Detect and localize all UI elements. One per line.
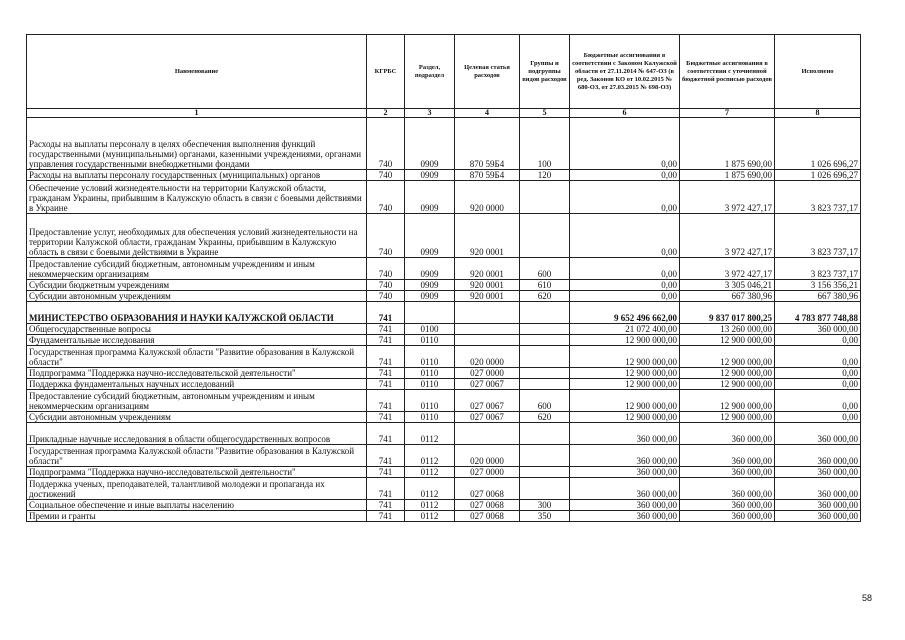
cell-law: 0,00	[570, 214, 680, 258]
cell-refined: 3 972 427,17	[680, 258, 775, 280]
cell-razdel: 0112	[405, 445, 455, 467]
table-row	[27, 258, 861, 280]
cell-law: 12 900 000,00	[570, 368, 680, 379]
header-kgrbs: КГРБС	[367, 35, 405, 109]
cell-csr: 027 0067	[455, 379, 520, 390]
cell-law: 12 900 000,00	[570, 390, 680, 412]
cell-name: Общегосударственные вопросы	[27, 324, 367, 335]
cell-refined: 9 837 017 800,25	[680, 302, 775, 324]
cell-name: Предоставление субсидий бюджетным, автономным учреждениям и иным некоммерческим организациям	[27, 258, 367, 280]
cell-csr: 027 0068	[455, 500, 520, 511]
header-executed: Исполнено	[775, 35, 861, 109]
table-row	[27, 412, 861, 423]
cell-csr: 920 0000	[455, 181, 520, 214]
cell-refined: 12 900 000,00	[680, 335, 775, 346]
cell-razdel: 0909	[405, 291, 455, 302]
cell-kgrbs: 741	[367, 412, 405, 423]
cell-law: 360 000,00	[570, 445, 680, 467]
cell-kgrbs: 741	[367, 346, 405, 368]
cell-vr	[520, 324, 570, 335]
cell-executed: 0,00	[775, 379, 861, 390]
col-number: 5	[520, 109, 570, 118]
cell-law: 0,00	[570, 118, 680, 170]
cell-refined: 360 000,00	[680, 467, 775, 478]
cell-name: Государственная программа Калужской области "Развитие образования в Калужской области"	[27, 445, 367, 467]
cell-kgrbs: 741	[367, 379, 405, 390]
cell-kgrbs: 740	[367, 118, 405, 170]
cell-law: 0,00	[570, 170, 680, 181]
cell-refined: 360 000,00	[680, 500, 775, 511]
cell-csr: 020 0000	[455, 346, 520, 368]
table-row	[27, 170, 861, 181]
cell-razdel: 0112	[405, 423, 455, 445]
table-row	[27, 467, 861, 478]
page-number: 58	[862, 593, 873, 603]
cell-razdel: 0909	[405, 170, 455, 181]
cell-law: 12 900 000,00	[570, 412, 680, 423]
cell-executed: 1 026 696,27	[775, 118, 861, 170]
cell-razdel: 0110	[405, 346, 455, 368]
cell-csr: 920 0001	[455, 258, 520, 280]
cell-executed: 360 000,00	[775, 467, 861, 478]
cell-executed: 3 156 356,21	[775, 280, 861, 291]
cell-executed: 0,00	[775, 335, 861, 346]
cell-razdel: 0909	[405, 214, 455, 258]
cell-law: 0,00	[570, 181, 680, 214]
cell-vr	[520, 368, 570, 379]
cell-csr	[455, 302, 520, 324]
cell-refined: 3 305 046,21	[680, 280, 775, 291]
cell-csr: 920 0001	[455, 291, 520, 302]
header-assign-refined: Бюджетные ассигнования в соответствии с уточненной бюджетной росписью расходов	[680, 35, 775, 109]
cell-executed: 360 000,00	[775, 445, 861, 467]
cell-name: Расходы на выплаты персоналу в целях обеспечения выполнения функций государственными (муниципальными) органами, казенными учреждениями, органами управления государственными внебюджетными фондами	[27, 118, 367, 170]
cell-razdel: 0110	[405, 412, 455, 423]
cell-kgrbs: 740	[367, 280, 405, 291]
cell-refined: 1 875 690,00	[680, 118, 775, 170]
cell-kgrbs: 741	[367, 511, 405, 522]
table-row	[27, 324, 861, 335]
cell-name: МИНИСТЕРСТВО ОБРАЗОВАНИЯ И НАУКИ КАЛУЖСКОЙ ОБЛАСТИ	[27, 302, 367, 324]
cell-csr: 870 59Б4	[455, 170, 520, 181]
cell-executed: 360 000,00	[775, 324, 861, 335]
cell-razdel: 0110	[405, 368, 455, 379]
cell-name: Расходы на выплаты персоналу государственных (муниципальных) органов	[27, 170, 367, 181]
header-assign-law: Бюджетные ассигнования в соответствии с Законом Калужской области от 27.11.2014 № 647-ОЗ (в ред. Законов КО от 10.02.2015 № 680-ОЗ, от 27.03.2015 № 698-ОЗ)	[570, 35, 680, 109]
cell-razdel: 0909	[405, 118, 455, 170]
cell-kgrbs: 741	[367, 335, 405, 346]
cell-executed: 667 380,96	[775, 291, 861, 302]
cell-vr: 610	[520, 280, 570, 291]
cell-csr: 027 0068	[455, 511, 520, 522]
cell-law: 12 900 000,00	[570, 335, 680, 346]
cell-vr: 100	[520, 118, 570, 170]
col-number: 2	[367, 109, 405, 118]
cell-executed: 3 823 737,17	[775, 181, 861, 214]
cell-razdel: 0909	[405, 181, 455, 214]
cell-executed: 0,00	[775, 390, 861, 412]
cell-name: Обеспечение условий жизнедеятельности на территории Калужской области, гражданам Украины, прибывшим в Калужскую область в связи с боевыми действиями в Украине	[27, 181, 367, 214]
cell-razdel: 0112	[405, 511, 455, 522]
cell-csr: 027 0000	[455, 368, 520, 379]
cell-kgrbs: 741	[367, 478, 405, 500]
cell-refined: 667 380,96	[680, 291, 775, 302]
cell-csr: 027 0067	[455, 412, 520, 423]
cell-vr: 350	[520, 511, 570, 522]
cell-name: Субсидии автономным учреждениям	[27, 291, 367, 302]
cell-law: 9 652 496 662,00	[570, 302, 680, 324]
cell-executed: 360 000,00	[775, 511, 861, 522]
cell-razdel: 0909	[405, 258, 455, 280]
table-row	[27, 500, 861, 511]
cell-kgrbs: 740	[367, 170, 405, 181]
cell-kgrbs: 741	[367, 390, 405, 412]
table-row	[27, 379, 861, 390]
cell-name: Фундаментальные исследования	[27, 335, 367, 346]
cell-csr: 920 0001	[455, 280, 520, 291]
cell-vr: 620	[520, 291, 570, 302]
cell-vr	[520, 467, 570, 478]
table-row	[27, 335, 861, 346]
cell-refined: 12 900 000,00	[680, 412, 775, 423]
table-row	[27, 181, 861, 214]
table-row	[27, 118, 861, 170]
cell-law: 12 900 000,00	[570, 346, 680, 368]
cell-razdel: 0112	[405, 478, 455, 500]
cell-refined: 12 900 000,00	[680, 346, 775, 368]
header-row	[27, 35, 861, 109]
cell-refined: 1 875 690,00	[680, 170, 775, 181]
cell-law: 360 000,00	[570, 511, 680, 522]
cell-vr	[520, 423, 570, 445]
cell-kgrbs: 740	[367, 181, 405, 214]
cell-razdel: 0110	[405, 335, 455, 346]
header-name: Наименование	[27, 35, 367, 109]
cell-executed: 360 000,00	[775, 478, 861, 500]
cell-csr: 027 0000	[455, 467, 520, 478]
col-number: 8	[775, 109, 861, 118]
cell-executed: 0,00	[775, 368, 861, 379]
cell-name: Субсидии автономным учреждениям	[27, 412, 367, 423]
cell-name: Подпрограмма "Поддержка научно-исследовательской деятельности"	[27, 467, 367, 478]
cell-refined: 3 972 427,17	[680, 214, 775, 258]
cell-csr	[455, 423, 520, 445]
cell-kgrbs: 741	[367, 368, 405, 379]
cell-vr	[520, 379, 570, 390]
cell-law: 360 000,00	[570, 478, 680, 500]
cell-csr	[455, 335, 520, 346]
cell-law: 0,00	[570, 280, 680, 291]
table-row	[27, 302, 861, 324]
budget-table	[26, 34, 861, 522]
cell-refined: 360 000,00	[680, 423, 775, 445]
cell-name: Премии и гранты	[27, 511, 367, 522]
cell-kgrbs: 740	[367, 291, 405, 302]
cell-vr: 620	[520, 412, 570, 423]
cell-kgrbs: 741	[367, 302, 405, 324]
col-number: 3	[405, 109, 455, 118]
cell-name: Подпрограмма "Поддержка научно-исследовательской деятельности"	[27, 368, 367, 379]
cell-csr: 020 0000	[455, 445, 520, 467]
cell-csr: 870 59Б4	[455, 118, 520, 170]
cell-razdel	[405, 302, 455, 324]
cell-law: 21 072 400,00	[570, 324, 680, 335]
table-row	[27, 214, 861, 258]
cell-razdel: 0909	[405, 280, 455, 291]
header-csr: Целевая статья расходов	[455, 35, 520, 109]
cell-razdel: 0112	[405, 500, 455, 511]
cell-executed: 3 823 737,17	[775, 214, 861, 258]
table-row	[27, 445, 861, 467]
cell-refined: 12 900 000,00	[680, 379, 775, 390]
cell-law: 0,00	[570, 291, 680, 302]
cell-law: 12 900 000,00	[570, 379, 680, 390]
cell-executed: 0,00	[775, 346, 861, 368]
cell-refined: 360 000,00	[680, 511, 775, 522]
col-number: 1	[27, 109, 367, 118]
cell-name: Государственная программа Калужской области "Развитие образования в Калужской области"	[27, 346, 367, 368]
cell-name: Предоставление услуг, необходимых для обеспечения условий жизнедеятельности на территории Калужской области, гражданам Украины, прибывшим в Калужскую область в связи с боевыми действиями в Украине	[27, 214, 367, 258]
cell-vr	[520, 478, 570, 500]
cell-vr	[520, 445, 570, 467]
cell-vr: 600	[520, 258, 570, 280]
cell-executed: 1 026 696,27	[775, 170, 861, 181]
cell-refined: 13 260 000,00	[680, 324, 775, 335]
cell-csr: 027 0068	[455, 478, 520, 500]
cell-refined: 3 972 427,17	[680, 181, 775, 214]
cell-vr: 600	[520, 390, 570, 412]
cell-kgrbs: 741	[367, 324, 405, 335]
col-number: 4	[455, 109, 520, 118]
cell-razdel: 0112	[405, 467, 455, 478]
col-number: 6	[570, 109, 680, 118]
cell-vr	[520, 214, 570, 258]
cell-executed: 0,00	[775, 412, 861, 423]
cell-vr: 300	[520, 500, 570, 511]
table-row	[27, 390, 861, 412]
cell-refined: 12 900 000,00	[680, 390, 775, 412]
table-row	[27, 280, 861, 291]
cell-refined: 360 000,00	[680, 478, 775, 500]
cell-razdel: 0110	[405, 379, 455, 390]
cell-kgrbs: 741	[367, 467, 405, 478]
cell-vr	[520, 302, 570, 324]
cell-name: Поддержка ученых, преподавателей, талантливой молодежи и пропаганда их достижений	[27, 478, 367, 500]
cell-name: Поддержка фундаментальных научных исследований	[27, 379, 367, 390]
table-row	[27, 346, 861, 368]
cell-executed: 3 823 737,17	[775, 258, 861, 280]
header-vr: Группы и подгруппы видов расходов	[520, 35, 570, 109]
cell-csr	[455, 324, 520, 335]
cell-csr: 027 0067	[455, 390, 520, 412]
cell-kgrbs: 741	[367, 500, 405, 511]
cell-vr	[520, 346, 570, 368]
cell-razdel: 0110	[405, 390, 455, 412]
table-row	[27, 478, 861, 500]
column-number-row	[27, 109, 861, 118]
table-body	[27, 118, 861, 522]
cell-vr	[520, 335, 570, 346]
header-razdel: Раздел, подраздел	[405, 35, 455, 109]
cell-name: Субсидии бюджетным учреждениям	[27, 280, 367, 291]
cell-kgrbs: 740	[367, 258, 405, 280]
cell-vr: 120	[520, 170, 570, 181]
cell-csr: 920 0001	[455, 214, 520, 258]
cell-executed: 360 000,00	[775, 423, 861, 445]
cell-razdel: 0100	[405, 324, 455, 335]
cell-name: Предоставление субсидий бюджетным, автономным учреждениям и иным некоммерческим организациям	[27, 390, 367, 412]
table-row	[27, 291, 861, 302]
cell-name: Прикладные научные исследования в области общегосударственных вопросов	[27, 423, 367, 445]
cell-vr	[520, 181, 570, 214]
cell-kgrbs: 741	[367, 445, 405, 467]
table-row	[27, 368, 861, 379]
cell-refined: 12 900 000,00	[680, 368, 775, 379]
table-row	[27, 423, 861, 445]
cell-kgrbs: 740	[367, 214, 405, 258]
cell-kgrbs: 741	[367, 423, 405, 445]
cell-refined: 360 000,00	[680, 445, 775, 467]
cell-law: 360 000,00	[570, 423, 680, 445]
cell-executed: 4 783 877 748,88	[775, 302, 861, 324]
col-number: 7	[680, 109, 775, 118]
cell-executed: 360 000,00	[775, 500, 861, 511]
cell-law: 360 000,00	[570, 467, 680, 478]
table-row	[27, 511, 861, 522]
cell-law: 0,00	[570, 258, 680, 280]
cell-name: Социальное обеспечение и иные выплаты населению	[27, 500, 367, 511]
cell-law: 360 000,00	[570, 500, 680, 511]
